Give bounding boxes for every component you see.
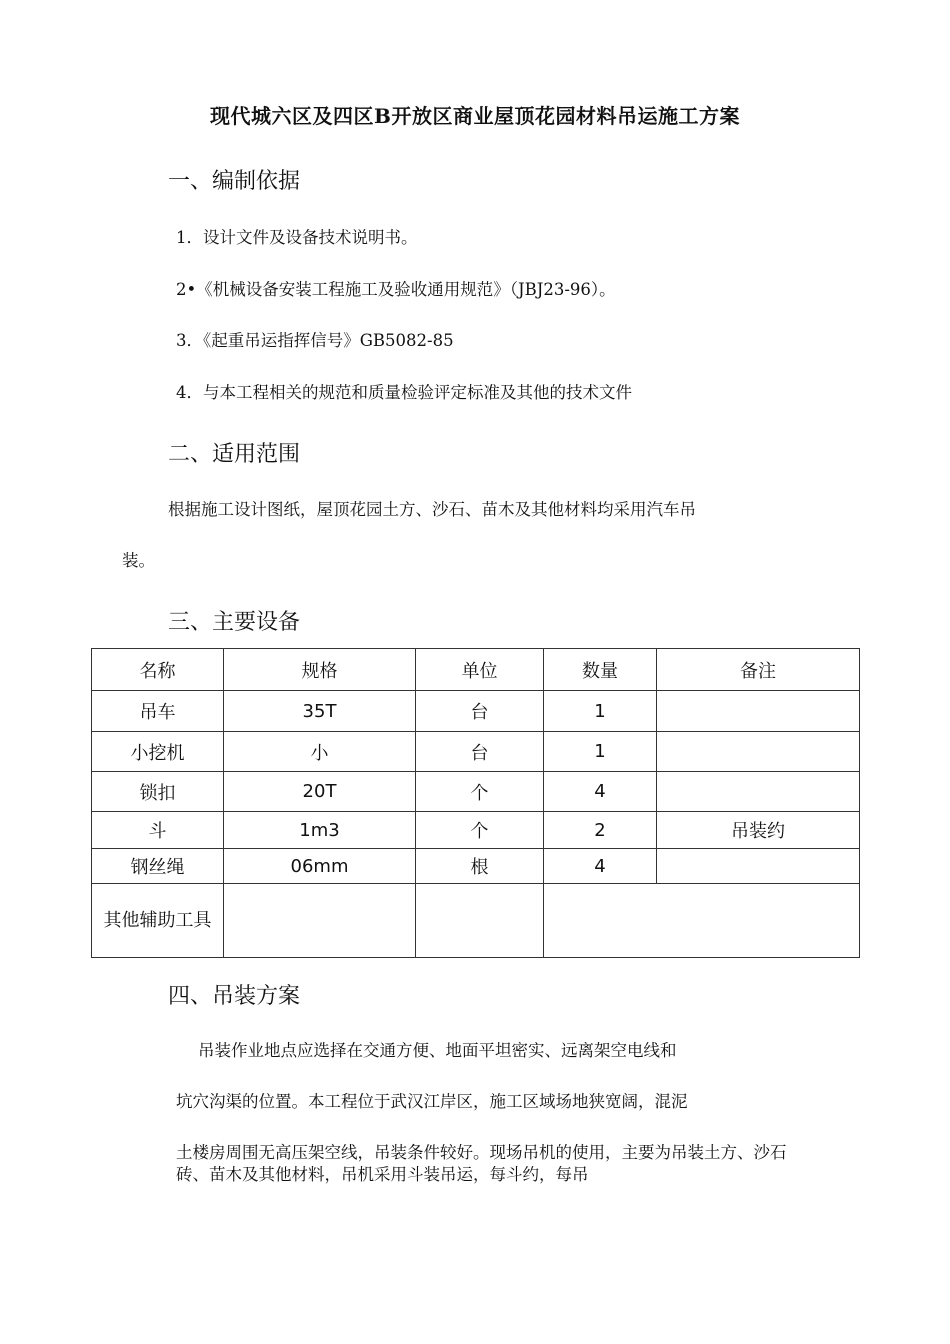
basis-item-3: 3．《起重吊运指挥信号》GB5082-85 <box>176 331 454 350</box>
equipment-table <box>91 648 860 958</box>
cell-name: 钢丝绳 <box>92 849 224 884</box>
cell-unit: 根 <box>416 849 544 884</box>
cell-quantity: 2 <box>544 812 657 849</box>
header-unit: 单位 <box>416 649 544 691</box>
cell-name: 小挖机 <box>92 732 224 772</box>
table-row <box>92 849 860 884</box>
cell-unit: 台 <box>416 732 544 772</box>
header-remark: 备注 <box>657 649 860 691</box>
section-heading-plan: 四、吊装方案 <box>168 984 301 1009</box>
plan-text-line-1: 吊装作业地点应选择在交通方便、地面平坦密实、远离架空电线和 <box>198 1041 677 1060</box>
table-row <box>92 772 860 812</box>
cell-spec: 35T <box>224 691 416 732</box>
basis-item-2: 2•《机械设备安装工程施工及验收通用规范》（JBJ23-96）。 <box>176 280 616 299</box>
cell-name: 锁扣 <box>92 772 224 812</box>
table-row <box>92 812 860 849</box>
cell-quantity: 4 <box>544 849 657 884</box>
table-row <box>92 691 860 732</box>
basis-item-4: 4．与本工程相关的规范和质量检验评定标准及其他的技术文件 <box>176 383 632 402</box>
section-heading-basis: 一、编制依据 <box>168 169 301 194</box>
header-spec: 规格 <box>224 649 416 691</box>
plan-text-line-4: 砖、苗木及其他材料，吊机采用斗装吊运，每斗约，每吊 <box>176 1165 589 1184</box>
cell-unit: 个 <box>416 772 544 812</box>
document-title: 现代城六区及四区B开放区商业屋顶花园材料吊运施工方案 <box>210 104 740 128</box>
cell-spec: 1m3 <box>224 812 416 849</box>
cell-spec <box>224 884 416 958</box>
cell-remark <box>657 849 860 884</box>
plan-text-line-3: 土楼房周围无高压架空线，吊装条件较好。现场吊机的使用，主要为吊装土方、沙石 <box>176 1143 787 1162</box>
cell-remark <box>657 691 860 732</box>
section-heading-equipment: 三、主要设备 <box>168 610 301 635</box>
table-header-row <box>92 649 860 691</box>
table-row <box>92 732 860 772</box>
cell-spec: 20T <box>224 772 416 812</box>
cell-remark <box>657 772 860 812</box>
cell-quantity-remark <box>544 884 860 958</box>
header-quantity: 数量 <box>544 649 657 691</box>
scope-text-line-2: 装。 <box>122 551 155 570</box>
cell-quantity: 1 <box>544 732 657 772</box>
cell-unit: 台 <box>416 691 544 732</box>
table-row <box>92 884 860 958</box>
basis-item-1: 1．设计文件及设备技术说明书。 <box>176 228 418 247</box>
cell-name: 吊车 <box>92 691 224 732</box>
cell-unit <box>416 884 544 958</box>
cell-unit: 个 <box>416 812 544 849</box>
cell-quantity: 4 <box>544 772 657 812</box>
cell-spec: 06mm <box>224 849 416 884</box>
cell-spec: 小 <box>224 732 416 772</box>
cell-name: 斗 <box>92 812 224 849</box>
cell-remark: 吊装约 <box>657 812 860 849</box>
scope-text-line-1: 根据施工设计图纸，屋顶花园土方、沙石、苗木及其他材料均采用汽车吊 <box>168 500 696 519</box>
plan-text-line-2: 坑穴沟渠的位置。本工程位于武汉江岸区，施工区域场地狭宽阔，混泥 <box>176 1092 688 1111</box>
header-name: 名称 <box>92 649 224 691</box>
cell-name: 其他辅助工具 <box>92 884 224 958</box>
cell-remark <box>657 732 860 772</box>
cell-quantity: 1 <box>544 691 657 732</box>
section-heading-scope: 二、适用范围 <box>168 442 301 467</box>
